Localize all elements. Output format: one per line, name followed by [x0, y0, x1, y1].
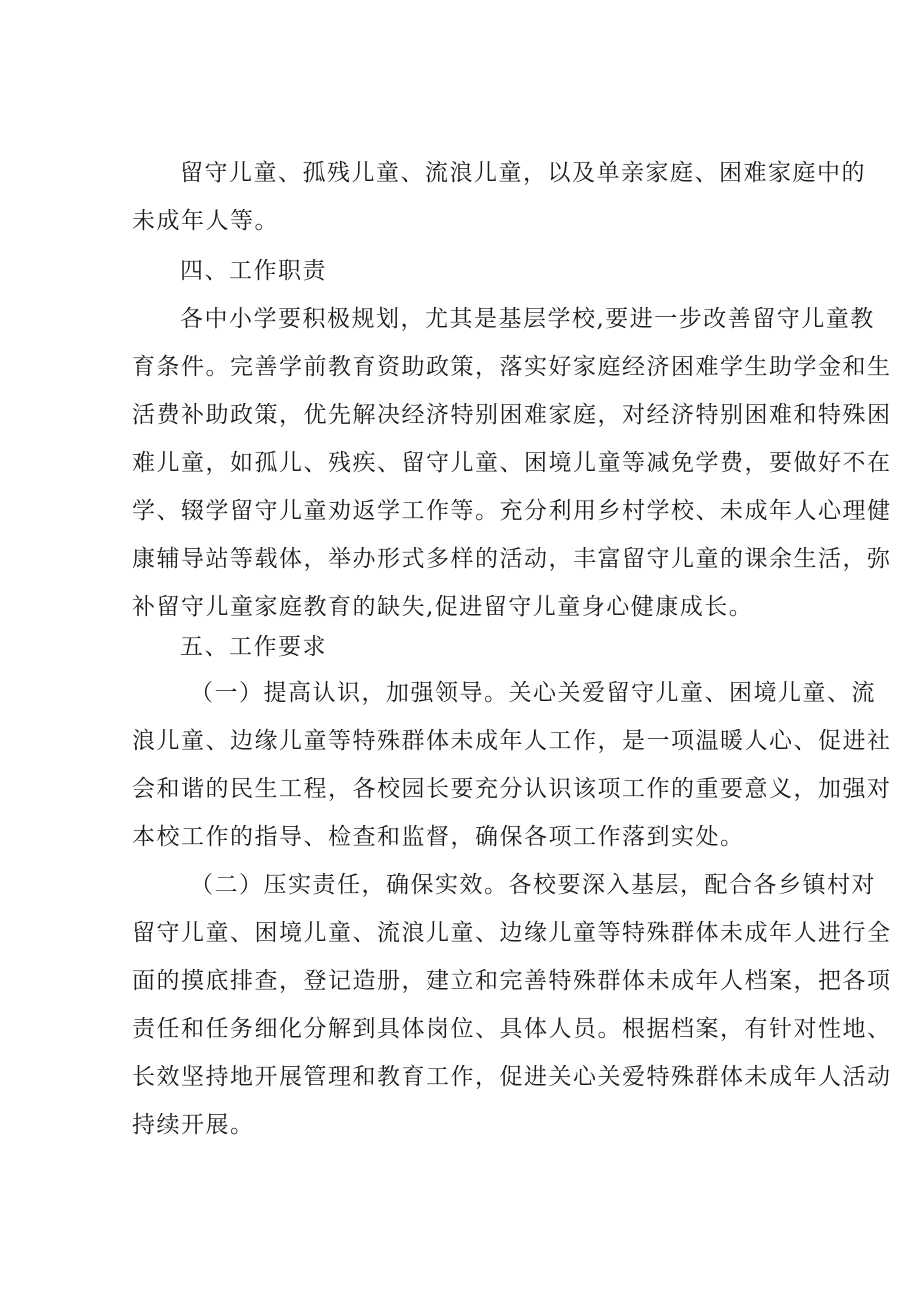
- para-intro-line-1: 留守儿童、孤残儿童、流浪儿童，以及单亲家庭、困难家庭中的: [180, 160, 866, 186]
- para-req2-line-5: 长效坚持地开展管理和教育工作，促进关心关爱特殊群体未成年人活动: [132, 1064, 892, 1090]
- para-duties-line-2: 育条件。完善学前教育资助政策，落实好家庭经济困难学生助学金和生: [132, 354, 892, 380]
- para-req1-line-2: 浪儿童、边缘儿童等特殊群体未成年人工作，是一项温暖人心、促进社: [132, 728, 892, 754]
- para-req1-line-4: 本校工作的指导、检查和监督，确保各项工作落到实处。: [132, 824, 745, 850]
- section-heading-duties: 四、工作职责: [180, 258, 327, 284]
- para-duties-line-4: 难儿童，如孤儿、残疾、留守儿童、困境儿童等减免学费，要做好不在: [132, 450, 892, 476]
- para-duties-line-1: 各中小学要积极规划，尤其是基层学校,要进一步改善留守儿童教: [180, 306, 875, 332]
- para-req2-line-3: 面的摸底排查，登记造册，建立和完善特殊群体未成年人档案，把各项: [132, 968, 892, 994]
- para-duties-line-3: 活费补助政策，优先解决经济特别困难家庭，对经济特别困难和特殊困: [132, 402, 892, 428]
- para-intro-line-2: 未成年人等。: [132, 208, 279, 234]
- para-req1-line-3: 会和谐的民生工程，各校园长要充分认识该项工作的重要意义，加强对: [132, 776, 892, 802]
- para-duties-line-6: 康辅导站等载体，举办形式多样的活动，丰富留守儿童的课余生活，弥: [132, 546, 892, 572]
- para-req2-line-6: 持续开展。: [132, 1112, 255, 1138]
- section-heading-requirements: 五、工作要求: [180, 634, 327, 660]
- para-req2-line-1: （二）压实责任，确保实效。各校要深入基层，配合各乡镇村对: [190, 872, 876, 898]
- para-req2-line-4: 责任和任务细化分解到具体岗位、具体人员。根据档案，有针对性地、: [132, 1016, 892, 1042]
- para-req1-line-1: （一）提高认识，加强领导。关心关爱留守儿童、困境儿童、流: [190, 680, 876, 706]
- para-req2-line-2: 留守儿童、困境儿童、流浪儿童、边缘儿童等特殊群体未成年人进行全: [132, 920, 892, 946]
- para-duties-line-5: 学、辍学留守儿童劝返学工作等。充分利用乡村学校、未成年人心理健: [132, 498, 892, 524]
- para-duties-line-7: 补留守儿童家庭教育的缺失,促进留守儿童身心健康成长。: [132, 594, 754, 620]
